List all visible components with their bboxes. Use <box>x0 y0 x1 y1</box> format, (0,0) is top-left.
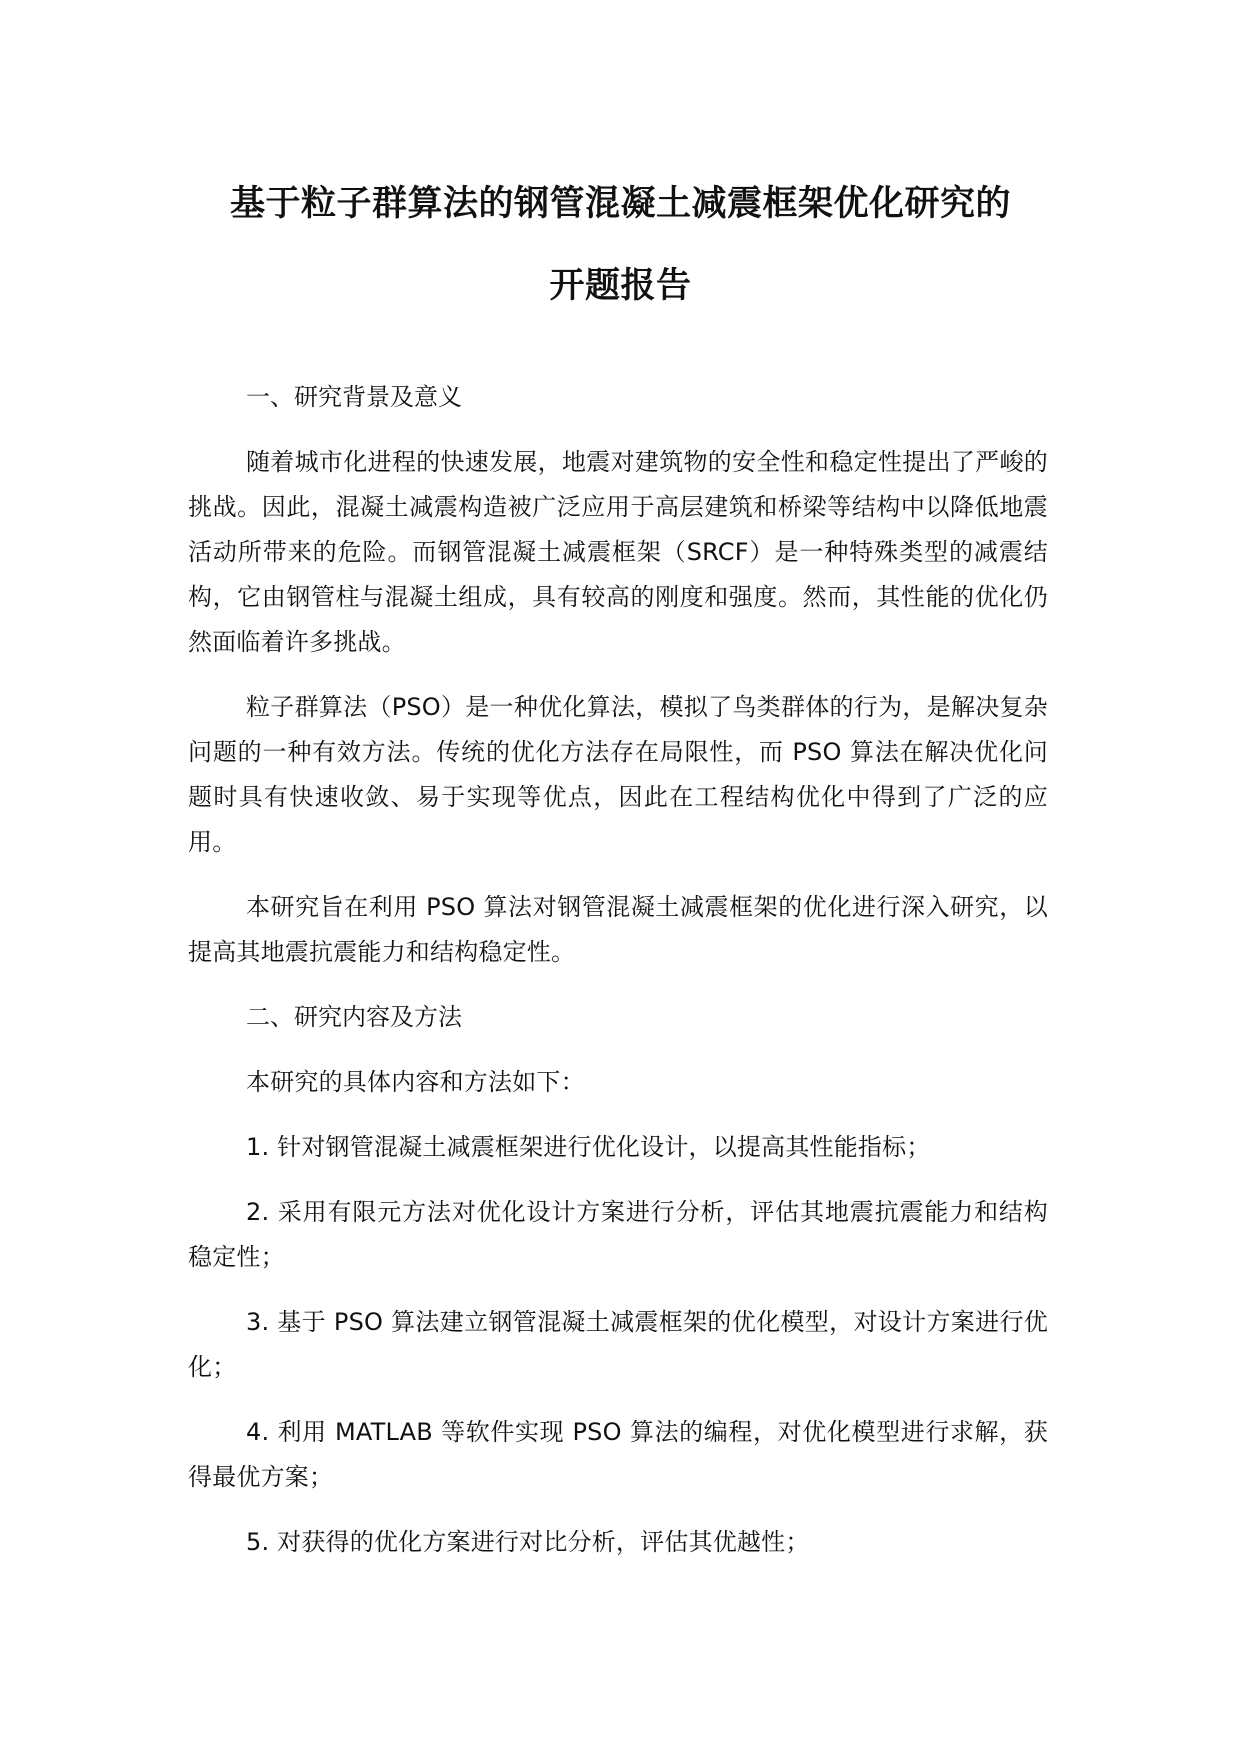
methods-item-5: 5. 对获得的优化方案进行对比分析，评估其优越性； <box>246 1528 810 1556</box>
document-title-line-1: 基于粒子群算法的钢管混凝土减震框架优化研究的 <box>229 184 1011 224</box>
section-heading-background: 一、研究背景及意义 <box>246 383 462 411</box>
section-heading-methods: 二、研究内容及方法 <box>246 1003 462 1031</box>
methods-item-1: 1. 针对钢管混凝土减震框架进行优化设计，以提高其性能指标； <box>246 1133 931 1161</box>
methods-intro: 本研究的具体内容和方法如下： <box>246 1068 585 1096</box>
methods-item-3: 3. 基于 PSO 算法建立钢管混凝土减震框架的优化模型，对设计方案进行优化； <box>188 1308 1048 1381</box>
document-body <box>188 375 1048 1585</box>
aim-paragraph: 本研究旨在利用 PSO 算法对钢管混凝土减震框架的优化进行深入研究，以提高其地震抗震能力和结构稳定性。 <box>188 893 1048 966</box>
methods-item-4: 4. 利用 MATLAB 等软件实现 PSO 算法的编程，对优化模型进行求解，获得最优方案； <box>188 1418 1048 1491</box>
background-paragraph: 随着城市化进程的快速发展，地震对建筑物的安全性和稳定性提出了严峻的挑战。因此，混凝土减震构造被广泛应用于高层建筑和桥梁等结构中以降低地震活动所带来的危险。而钢管混凝土减震框架（SRCF）是一种特殊类型的减震结构，它由钢管柱与混凝土组成，具有较高的刚度和强度。然而，其性能的优化仍然面临着许多挑战。 <box>188 448 1048 656</box>
pso-paragraph: 粒子群算法（PSO）是一种优化算法，模拟了鸟类群体的行为，是解决复杂问题的一种有效方法。传统的优化方法存在局限性，而 PSO 算法在解决优化问题时具有快速收敛、易于实现等优点，因此在工程结构优化中得到了广泛的应用。 <box>188 693 1048 856</box>
methods-item-2: 2. 采用有限元方法对优化设计方案进行分析，评估其地震抗震能力和结构稳定性； <box>188 1198 1048 1271</box>
document-title-line-2: 开题报告 <box>549 266 692 306</box>
